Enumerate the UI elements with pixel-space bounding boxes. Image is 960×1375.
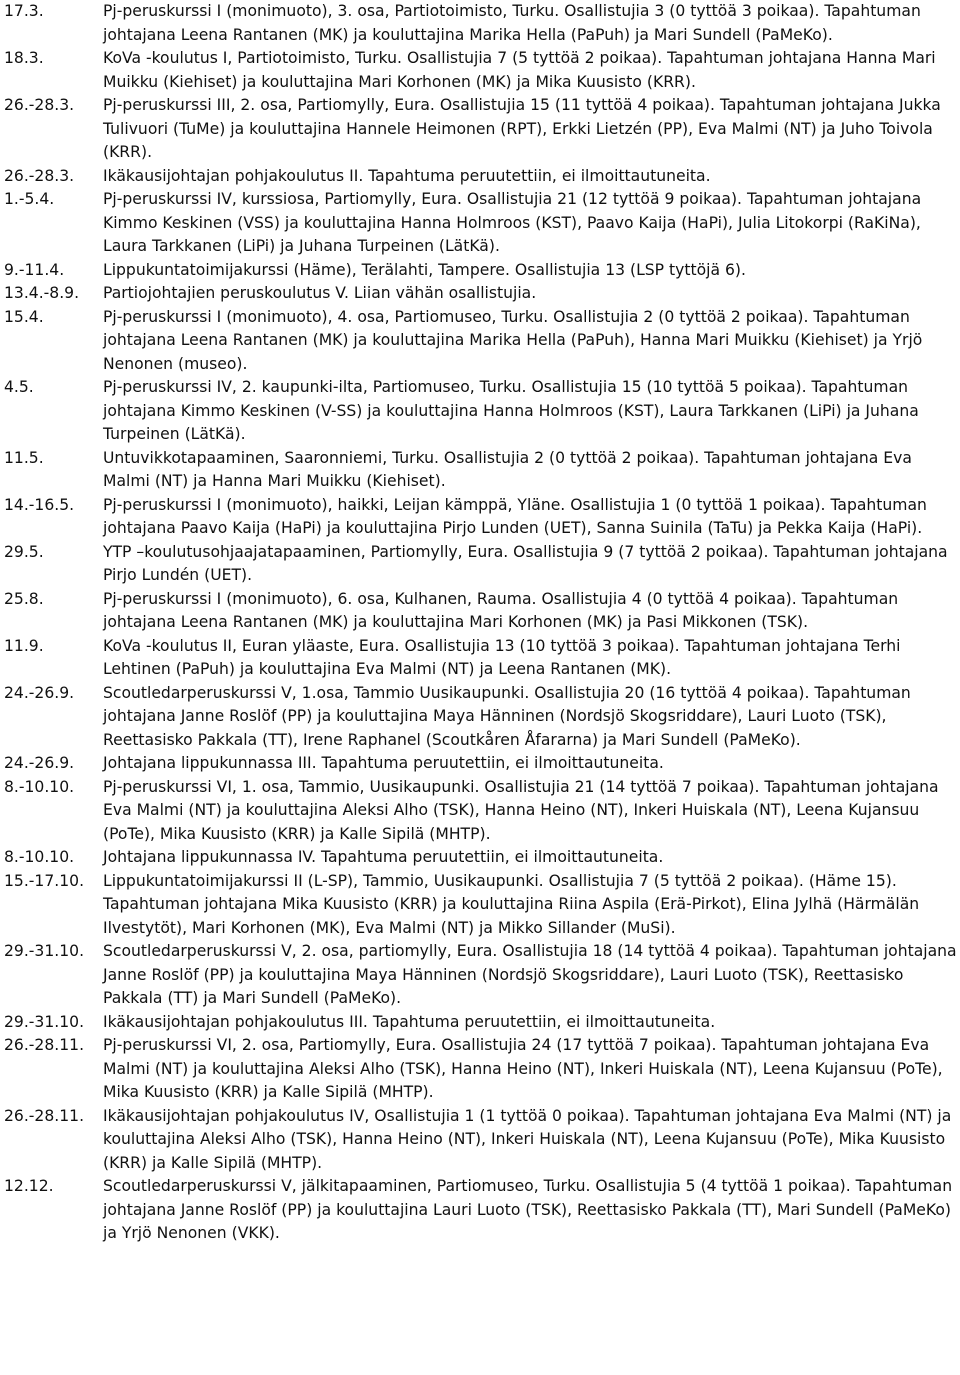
event-date: 13.4.-8.9. [4, 284, 80, 302]
event-entry [4, 870, 960, 941]
event-text: Pj-peruskurssi I (monimuoto), 6. osa, Kulhanen, Rauma. Osallistujia 4 (0 tyttöä 4 poikaa). Tapahtuman johtajana Leena Rantanen (MK) ja kouluttajina Mari Korhonen (MK) ja Pasi Mikkonen (TSK). [103, 589, 899, 631]
event-entry [4, 1011, 960, 1035]
event-entry [4, 1105, 960, 1176]
event-entry [4, 282, 960, 306]
event-text: Pj-peruskurssi III, 2. osa, Partiomylly, Eura. Osallistujia 15 (11 tyttöä 4 poikaa). Tapahtuman johtajana Jukka Tulivuori (TuMe) ja kouluttajina Hannele Heimonen (RPT), Erkki Lietzén (PP), Eva Malmi (NT) ja Juho Toivola (KRR). [103, 96, 941, 161]
event-date: 24.-26.9. [4, 754, 75, 772]
event-entry [4, 188, 960, 259]
event-date: 15.-17.10. [4, 871, 85, 890]
event-text: Ikäkausijohtajan pohjakoulutus IV, Osallistujia 1 (1 tyttöä 0 poikaa). Tapahtuman johtajana Eva Malmi (NT) ja kouluttajina Aleksi Alho (TSK), Hanna Heino (NT), Inkeri Huiskala (NT), Leena Kujansuu (PoTe), Mika Kuusisto (KRR) ja Kalle Sipilä (MHTP). [103, 1106, 952, 1172]
event-entry [4, 94, 960, 165]
event-date: 1.-5.4. [4, 190, 55, 208]
event-date: 26.-28.3. [4, 96, 75, 114]
event-entry [4, 776, 960, 847]
event-text: Scoutledarperuskurssi V, jälkitapaaminen, Partiomuseo, Turku. Osallistujia 5 (4 tyttöä 1 poikaa). Tapahtuman johtajana Janne Roslöf (PP) ja kouluttajina Lauri Luoto (TSK), Reettasisko Pakkala (TT), Mari Sundell (PaMeKo) ja Yrjö Nenonen (VKK). [103, 1177, 953, 1242]
event-text: YTP –koulutusohjaajatapaaminen, Partiomylly, Eura. Osallistujia 9 (7 tyttöä 2 poikaa). Tapahtuman johtajana Pirjo Lundén (UET). [103, 542, 948, 584]
event-date: 29.-31.10. [4, 942, 85, 960]
event-text: Ikäkausijohtajan pohjakoulutus II. Tapahtuma peruutettiin, ei ilmoittautuneita. [103, 166, 711, 185]
event-date: 4.5. [4, 378, 34, 396]
event-entry [4, 682, 960, 753]
event-text: KoVa -koulutus I, Partiotoimisto, Turku. Osallistujia 7 (5 tyttöä 2 poikaa). Tapahtuman johtajana Hanna Mari Muikku (Kiehiset) ja kouluttajina Mari Korhonen (MK) ja Mika Kuusisto (KRR). [103, 49, 936, 91]
event-entry [4, 259, 960, 283]
event-entry [4, 541, 960, 588]
event-date: 15.4. [4, 307, 44, 326]
event-entry [4, 165, 960, 189]
event-entry [4, 752, 960, 776]
event-text: Johtajana lippukunnassa IV. Tapahtuma peruutettiin, ei ilmoittautuneita. [103, 848, 664, 866]
event-entry [4, 1175, 960, 1246]
event-text: Pj-peruskurssi IV, kurssiosa, Partiomylly, Eura. Osallistujia 21 (12 tyttöä 9 poikaa). Tapahtuman johtajana Kimmo Keskinen (VSS) ja kouluttajina Hanna Holmroos (KST), Paavo Kaija (HaPi), Julia Litokorpi (RaKiNa), Laura Tarkkanen (LiPi) ja Juhana Turpeinen (LätKä). [103, 190, 922, 255]
event-text: Scoutledarperuskurssi V, 1.osa, Tammio Uusikaupunki. Osallistujia 20 (16 tyttöä 4 poikaa). Tapahtuman johtajana Janne Roslöf (PP) ja kouluttajina Maya Hänninen (Nordsjö Skogsriddare), Lauri Luoto (TSK), Reettasisko Pakkala (TT), Irene Raphanel (Scoutkåren Åfararna) ja Mari Sundell (PaMeKo). [103, 683, 911, 749]
event-entry [4, 447, 960, 494]
event-entry [4, 635, 960, 682]
event-date: 11.5. [4, 448, 44, 467]
event-text: Pj-peruskurssi I (monimuoto), 4. osa, Partiomuseo, Turku. Osallistujia 2 (0 tyttöä 2 poikaa). Tapahtuman johtajana Leena Rantanen (MK) ja kouluttajina Marika Hella (PaPuh), Hanna Mari Muikku (Kiehiset) ja Yrjö Nenonen (museo). [103, 307, 923, 373]
event-text: Pj-peruskurssi VI, 1. osa, Tammio, Uusikaupunki. Osallistujia 21 (14 tyttöä 7 poikaa). Tapahtuman johtajana Eva Malmi (NT) ja kouluttajina Aleksi Alho (TSK), Hanna Heino (NT), Inkeri Huiskala (NT), Leena Kujansuu (PoTe), Mika Kuusisto (KRR) ja Kalle Sipilä (MHTP). [103, 777, 939, 843]
event-date: 26.-28.11. [4, 1036, 85, 1054]
event-text: Pj-peruskurssi IV, 2. kaupunki-ilta, Partiomuseo, Turku. Osallistujia 15 (10 tyttöä 5 poikaa). Tapahtuman johtajana Kimmo Keskinen (V-SS) ja kouluttajina Hanna Holmroos (KST), Laura Tarkkanen (LiPi) ja Juhana Turpeinen (LätKä). [103, 378, 919, 443]
event-entry [4, 306, 960, 377]
event-text: Johtajana lippukunnassa III. Tapahtuma peruutettiin, ei ilmoittautuneita. [103, 754, 664, 772]
event-entry [4, 846, 960, 870]
event-date: 9.-11.4. [4, 260, 65, 279]
event-date: 12.12. [4, 1177, 54, 1195]
event-entry [4, 940, 960, 1011]
event-text: Ikäkausijohtajan pohjakoulutus III. Tapahtuma peruutettiin, ei ilmoittautuneita. [103, 1012, 716, 1031]
event-date: 25.8. [4, 589, 44, 608]
event-text: Lippukuntatoimijakurssi II (L-SP), Tammio, Uusikaupunki. Osallistujia 7 (5 tyttöä 2 poikaa). (Häme 15). Tapahtuman johtajana Mika Kuusisto (KRR) ja kouluttajina Riina Aspila (Erä-Pirkot), Elina Jylhä (Härmälän Ilvestytöt), Mari Korhonen (MK), Eva Malmi (NT) ja Mikko Sillander (MuSi). [103, 871, 920, 937]
event-entry [4, 494, 960, 541]
event-text: Partiojohtajien peruskoulutus V. Liian vähän osallistujia. [103, 284, 537, 302]
event-text: Pj-peruskurssi I (monimuoto), 3. osa, Partiotoimisto, Turku. Osallistujia 3 (0 tyttöä 3 poikaa). Tapahtuman johtajana Leena Rantanen (MK) ja kouluttajina Marika Hella (PaPuh) ja Mari Sundell (PaMeKo). [103, 2, 921, 44]
event-entry [4, 588, 960, 635]
event-text: Untuvikkotapaaminen, Saaronniemi, Turku. Osallistujia 2 (0 tyttöä 2 poikaa). Tapahtuman johtajana Eva Malmi (NT) ja Hanna Mari Muikku (Kiehiset). [103, 448, 912, 490]
event-date: 29.5. [4, 542, 44, 561]
event-date: 29.-31.10. [4, 1012, 85, 1031]
event-text: Pj-peruskurssi I (monimuoto), haikki, Leijan kämppä, Yläne. Osallistujia 1 (0 tyttöä 1 poikaa). Tapahtuman johtajana Paavo Kaija (HaPi) ja kouluttajina Pirjo Lunden (UET), Sanna Suinila (TaTu) ja Pekka Kaija (HaPi). [103, 495, 927, 537]
event-date: 26.-28.11. [4, 1106, 85, 1125]
event-entry [4, 376, 960, 447]
event-text: Pj-peruskurssi VI, 2. osa, Partiomylly, Eura. Osallistujia 24 (17 tyttöä 7 poikaa). Tapahtuman johtajana Eva Malmi (NT) ja kouluttajina Aleksi Alho (TSK), Hanna Heino (NT), Inkeri Huiskala (NT), Leena Kujansuu (PoTe), Mika Kuusisto (KRR) ja Kalle Sipilä (MHTP). [103, 1036, 943, 1101]
event-date: 24.-26.9. [4, 683, 75, 702]
event-date: 8.-10.10. [4, 848, 75, 866]
event-date: 26.-28.3. [4, 166, 75, 185]
event-entry [4, 0, 960, 47]
event-date: 8.-10.10. [4, 777, 75, 796]
event-date: 11.9. [4, 636, 44, 655]
event-entry [4, 47, 960, 94]
event-text: Scoutledarperuskurssi V, 2. osa, partiomylly, Eura. Osallistujia 18 (14 tyttöä 4 poikaa). Tapahtuman johtajana Janne Roslöf (PP) ja kouluttajina Maya Hänninen (Nordsjö Skogsriddare), Lauri Luoto (TSK), Reettasisko Pakkala (TT) ja Mari Sundell (PaMeKo). [103, 942, 957, 1007]
event-entry [4, 1034, 960, 1105]
event-text: Lippukuntatoimijakurssi (Häme), Terälahti, Tampere. Osallistujia 13 (LSP tyttöjä 6). [103, 260, 746, 279]
event-date: 17.3. [4, 2, 44, 20]
event-date: 14.-16.5. [4, 495, 75, 514]
event-text: KoVa -koulutus II, Euran yläaste, Eura. Osallistujia 13 (10 tyttöä 3 poikaa). Tapahtuman johtajana Terhi Lehtinen (PaPuh) ja kouluttajina Eva Malmi (NT) ja Leena Rantanen (MK). [103, 636, 901, 678]
event-date: 18.3. [4, 49, 44, 67]
